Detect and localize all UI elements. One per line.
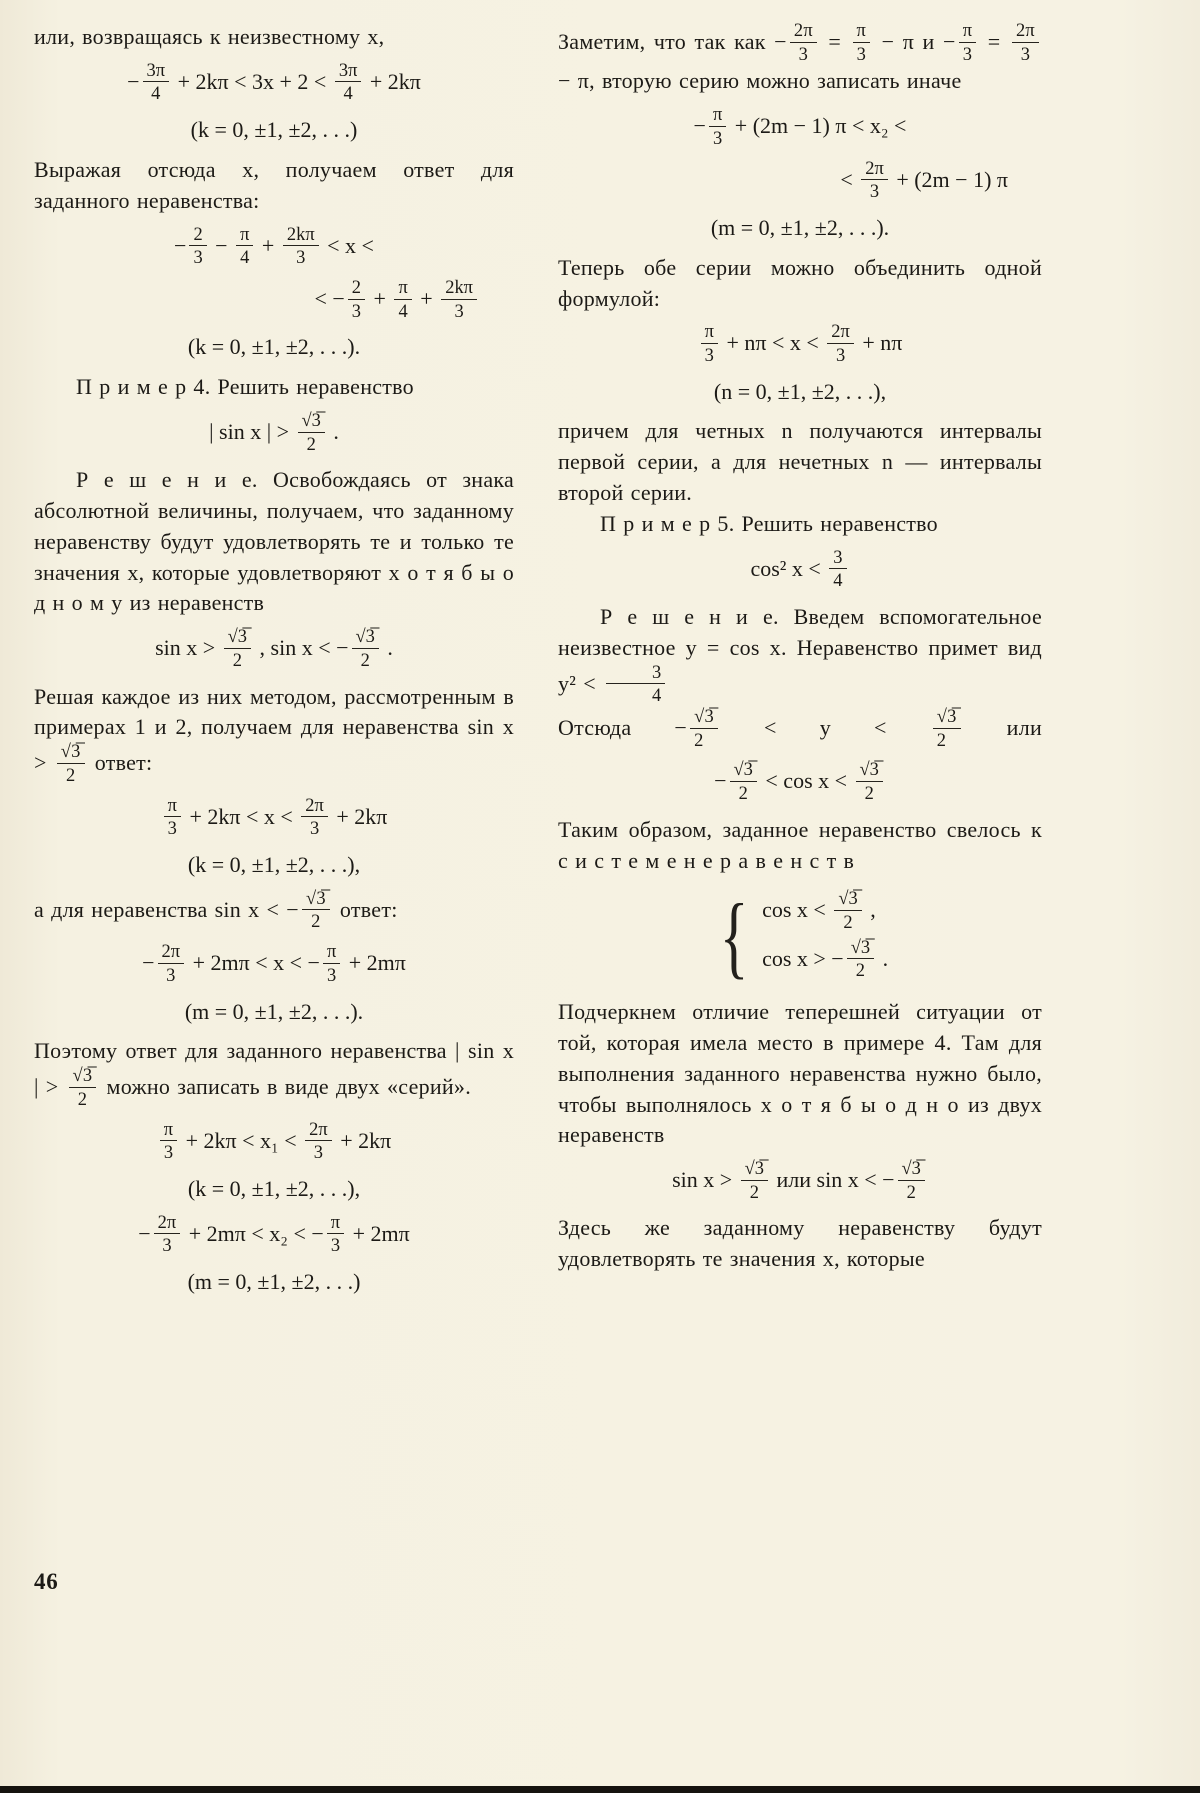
paragraph: Решая каждое из них методом, рассмотренным в примерах 1 и 2, получаем для неравенства sin x > $\frac{√3̅}{2}$ ответ: — [34, 683, 514, 785]
fraction: $\frac{√3̅}{2}$ — [834, 888, 861, 932]
formula: $\frac{\pi}{3}$ + nπ < x < $\frac{2\pi}{3}$ + nπ — [558, 323, 1042, 367]
system-brace: { — [719, 885, 749, 988]
fraction: $\frac{2\pi}{3}$ — [827, 321, 854, 365]
fraction: $\frac{2\pi}{3}$ — [790, 20, 817, 64]
fraction: $\frac{√3̅}{2}$ — [57, 741, 85, 785]
text-column-left — [34, 22, 514, 1307]
formula: sin x > $\frac{√3̅}{2}$ или sin x < − $\frac{√3̅}{2}$ — [558, 1160, 1042, 1204]
paragraph: Отсюда − $\frac{√3̅}{2}$ < y < $\frac{√3̅}{2}$ или — [558, 706, 1043, 750]
paragraph: Теперь обе серии можно объединить одной формулой: — [558, 254, 1042, 311]
fraction: $\frac{√3̅}{2}$ — [302, 888, 330, 932]
fraction: $\frac{\pi}{3}$ — [160, 1119, 177, 1163]
formula: | sin x | > $\frac{√3̅}{2}$ . — [209, 409, 339, 454]
fraction: $\frac{2\pi}{3}$ — [1012, 20, 1039, 64]
fraction: $\frac{\pi}{3}$ — [327, 1212, 344, 1256]
fraction: $\frac{√3̅}{2}$ — [69, 1065, 97, 1109]
formula: (k = 0, ±1, ±2, . . .). — [187, 334, 361, 360]
formula: $\frac{\pi}{3}$ + 2kπ < x₁ < $\frac{2\pi}{3}$ + 2kπ — [34, 1121, 514, 1165]
fraction: $\frac{√3̅}{2}$ — [741, 1158, 768, 1202]
page-number: 46 — [34, 1569, 59, 1594]
formula: < $\frac{2\pi}{3}$ + (2m − 1) π — [840, 157, 1008, 202]
formula: (m = 0, ±1, ±2, . . .) — [187, 1269, 361, 1295]
formula: − $\frac{3\pi}{4}$ + 2kπ < 3x + 2 < $\frac{3\pi}{4}$ + 2kπ — [127, 59, 421, 104]
fraction: $\frac{\pi}{3}$ — [164, 795, 181, 839]
paragraph: или, возвращаясь к неизвестному x, — [34, 24, 385, 49]
fraction: $\frac{2\pi}{3}$ — [861, 158, 888, 202]
paragraph: Выражая отсюда x, получаем ответ для заданного неравенства: — [34, 156, 514, 213]
formula: (m = 0, ±1, ±2, . . .). — [184, 998, 364, 1024]
formula: (k = 0, ±1, ±2, . . .) — [190, 117, 358, 143]
formula: $\frac{\pi}{3}$ + 2kπ < x < $\frac{2\pi}{3}$ + 2kπ — [34, 797, 514, 841]
formula: − $\frac{2\pi}{3}$ + 2mπ < x < − $\frac{\pi}{3}$ + 2mπ — [142, 941, 406, 985]
paragraph: Таким образом, заданное неравенство свелось к с и с т е м е н е р а в е н с т в — [558, 816, 1042, 873]
paragraph: Р е ш е н и е. Освобождаясь от знака абсолютной величины, получаем, что заданному неравенству будут удовлетворять те и только те значения x, которые удовлетворяют х о т я б ы о д н о м у из неравенств — [34, 467, 514, 616]
fraction: $\frac{√3̅}{2}$ — [847, 937, 874, 981]
fraction: $\frac{3}{4}$ — [829, 547, 846, 591]
fraction: $\frac{2\pi}{3}$ — [158, 941, 185, 985]
fraction: $\frac{2}{3}$ — [348, 277, 365, 321]
paragraph: Здесь же заданному неравенству будут удовлетворять те значения x, которые — [558, 1215, 1042, 1272]
fraction: $\frac{\pi}{3}$ — [709, 104, 726, 148]
scan-bottom-edge — [0, 1786, 1200, 1793]
paragraph: П р и м е р 5. Решить неравенство — [600, 510, 938, 536]
paragraph: П р и м е р 4. Решить неравенство — [76, 374, 414, 400]
fraction: $\frac{√3̅}{2}$ — [856, 759, 883, 803]
fraction: $\frac{3\pi}{4}$ — [143, 60, 170, 104]
fraction: $\frac{2\pi}{3}$ — [305, 1119, 332, 1163]
paragraph: причем для четных n получаются интервалы первой серии, а для нечетных n — интервалы второй серии. — [558, 418, 1042, 506]
formula: (m = 0, ±1, ±2, . . .). — [710, 214, 890, 240]
formula: cos² x < $\frac{3}{4}$ — [558, 549, 1042, 593]
formula: − $\frac{2}{3}$ − $\frac{\pi}{4}$ + $\frac{2k\pi}{3}$ < x < — [174, 223, 374, 268]
fraction: $\frac{3\pi}{4}$ — [335, 60, 362, 104]
equation-system — [558, 886, 1042, 987]
formula: (k = 0, ±1, ±2, . . .), — [187, 1175, 361, 1201]
fraction: $\frac{2\pi}{3}$ — [154, 1212, 181, 1256]
fraction: $\frac{\pi}{4}$ — [394, 277, 411, 321]
formula: (n = 0, ±1, ±2, . . .), — [713, 378, 887, 404]
fraction: $\frac{\pi}{3}$ — [701, 321, 718, 365]
fraction: $\frac{√3̅}{2}$ — [690, 706, 718, 750]
paragraph: Р е ш е н и е. Введем вспомогательное неизвестное y = cos x. Неравенство примет вид y² < $\frac{3}{4}$ — [558, 604, 1042, 706]
fraction: $\frac{√3̅}{2}$ — [898, 1158, 925, 1202]
formula: − $\frac{2\pi}{3}$ + 2mπ < x₂ < − $\frac{\pi}{3}$ + 2mπ — [138, 1211, 410, 1256]
paragraph: Подчеркнем отличие теперешней ситуации от той, которая имела место в примере 4. Там для выполнения заданного неравенства нужно было, чтобы выполнялось х о т я б ы о д н о из двух неравенств — [558, 999, 1042, 1148]
formula: sin x > $\frac{√3̅}{2}$ , sin x < − $\frac{√3̅}{2}$ . — [155, 626, 393, 670]
fraction: $\frac{2k\pi}{3}$ — [441, 277, 477, 321]
fraction: $\frac{√3̅}{2}$ — [730, 759, 757, 803]
fraction: $\frac{√3̅}{2}$ — [352, 626, 379, 670]
fraction: $\frac{\pi}{3}$ — [959, 20, 977, 64]
paragraph: а для неравенства sin x < − $\frac{√3̅}{2}$ ответ: — [34, 887, 398, 932]
system-line: cos x > − $\frac{√3̅}{2}$ . — [762, 936, 889, 981]
paragraph: Заметим, что так как − $\frac{2\pi}{3}$ = $\frac{\pi}{3}$ − π и − $\frac{\pi}{3}$ = $\frac{2\pi}{3}$ − π, вторую серию можно записать иначе — [558, 22, 1042, 97]
fraction: $\frac{\pi}{3}$ — [853, 20, 871, 64]
fraction: $\frac{\pi}{4}$ — [236, 224, 253, 268]
formula: (k = 0, ±1, ±2, . . .), — [187, 851, 361, 877]
system-line: cos x < $\frac{√3̅}{2}$ , — [762, 888, 876, 933]
fraction: $\frac{3}{4}$ — [606, 662, 666, 706]
fraction: $\frac{2k\pi}{3}$ — [283, 224, 319, 268]
fraction: $\frac{2\pi}{3}$ — [301, 795, 328, 839]
fraction: $\frac{√3̅}{2}$ — [298, 410, 325, 454]
formula: < − $\frac{2}{3}$ + $\frac{\pi}{4}$ + $\frac{2k\pi}{3}$ — [34, 279, 514, 323]
fraction: $\frac{2}{3}$ — [189, 224, 206, 268]
text-column-right — [558, 22, 1042, 1307]
formula: − $\frac{\pi}{3}$ + (2m − 1) π < x₂ < — [693, 104, 907, 148]
fraction: $\frac{\pi}{3}$ — [323, 941, 340, 985]
system-lines — [762, 886, 888, 987]
formula: − $\frac{√3̅}{2}$ < cos x < $\frac{√3̅}{2}$ — [558, 761, 1042, 805]
fraction: $\frac{√3̅}{2}$ — [933, 706, 961, 750]
paragraph: Поэтому ответ для заданного неравенства | sin x | > $\frac{√3̅}{2}$ можно записать в виде двух «серий». — [34, 1038, 514, 1109]
fraction: $\frac{√3̅}{2}$ — [224, 626, 251, 670]
